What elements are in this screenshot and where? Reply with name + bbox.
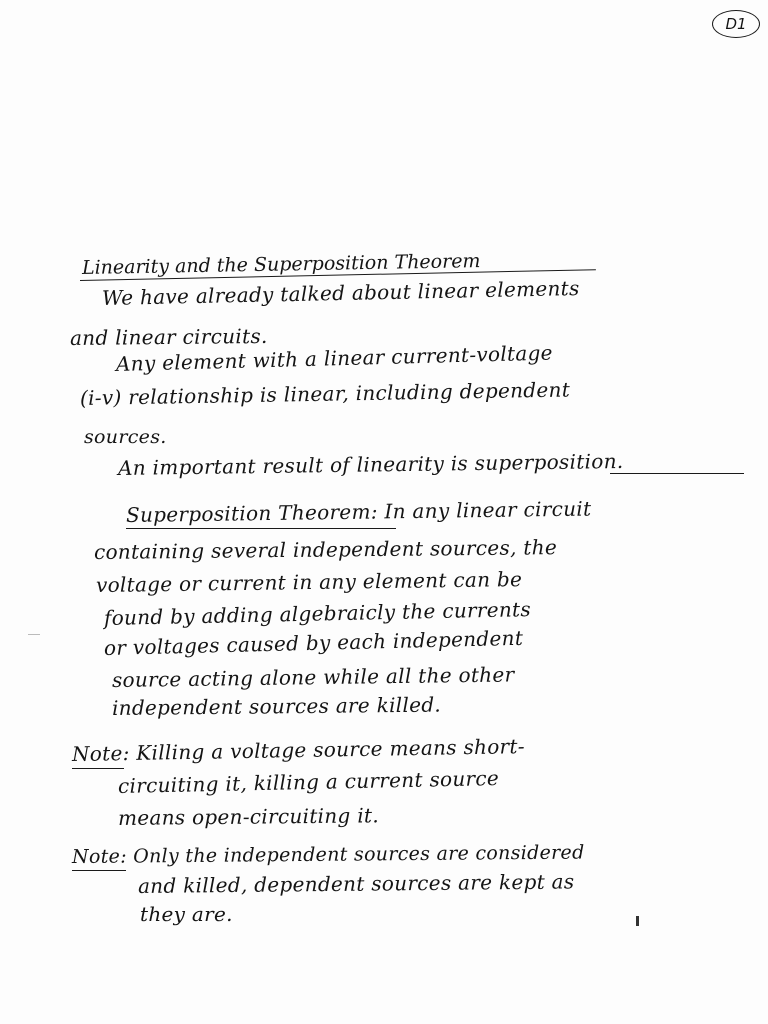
page-title: Linearity and the Superposition Theorem (81, 250, 481, 279)
text-line-7: Superposition Theorem: In any linear circuit (125, 496, 592, 527)
text-line-11: or voltages caused by each independent (103, 625, 524, 660)
text-line-6: An important result of linearity is superposition. (117, 448, 624, 480)
text-line-13: independent sources are killed. (111, 692, 442, 720)
text-line-19: they are. (140, 902, 233, 926)
note-underline-2 (72, 870, 126, 871)
text-line-18: and killed, dependent sources are kept as (137, 869, 575, 898)
text-line-12: source acting alone while all the other (111, 662, 515, 692)
text-line-16: means open-circuiting it. (117, 803, 380, 830)
text-line-2: and linear circuits. (69, 323, 268, 350)
text-line-9: voltage or current in any element can be (95, 567, 523, 597)
ink-mark (636, 916, 639, 926)
theorem-underline (126, 528, 396, 529)
text-line-4: (i-v) relationship is linear, including dependent (79, 377, 571, 410)
note-underline-1 (72, 768, 124, 769)
text-line-15: circuiting it, killing a current source (117, 766, 500, 798)
superposition-underline (610, 473, 744, 474)
text-line-10: found by adding algebraicly the currents (103, 597, 532, 630)
text-line-3: Any element with a linear current-voltage (115, 340, 554, 376)
page-number-circle: D1 (712, 10, 760, 38)
scan-edge-mark (28, 634, 40, 635)
text-line-17: Note: Only the independent sources are considered (71, 841, 585, 868)
text-line-5: sources. (84, 426, 167, 448)
text-line-8: containing several independent sources, the (93, 535, 558, 564)
text-line-14: Note: Killing a voltage source means short- (71, 734, 526, 766)
text-line-1: We have already talked about linear elements (101, 275, 580, 310)
